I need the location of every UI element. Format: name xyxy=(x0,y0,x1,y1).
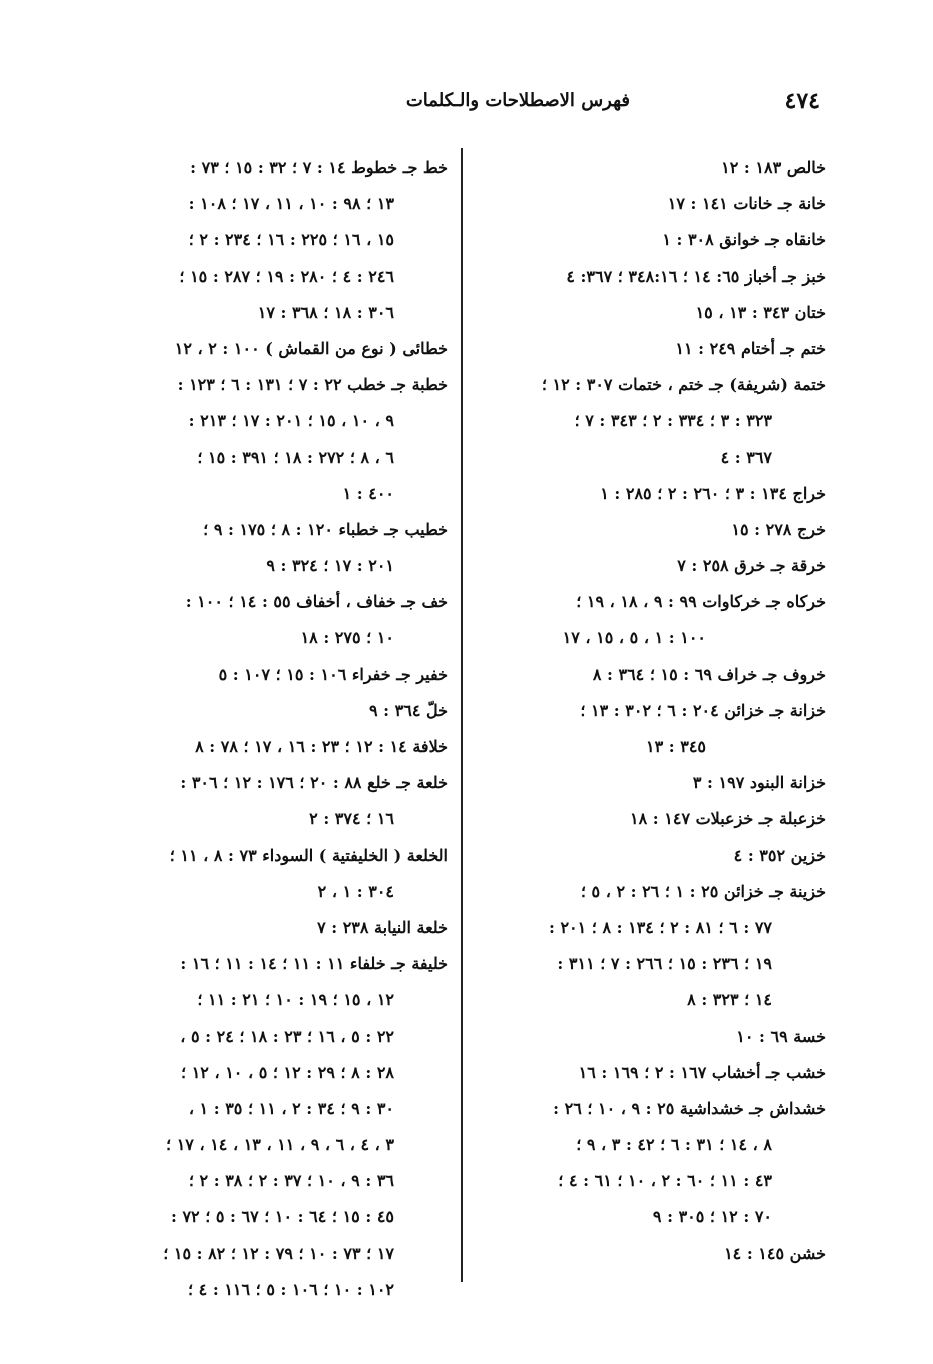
running-title: فهرس الاصطلاحات والـكلمات xyxy=(405,90,630,111)
index-entry: خانة جـ خانات ١٤١ : ١٧ xyxy=(667,194,826,214)
index-entry: خزعبلة جـ خزعبلات ١٤٧ : ١٨ xyxy=(630,809,826,829)
column-divider xyxy=(461,148,463,1282)
index-entry: خرقة جـ خرق ٢٥٨ : ٧ xyxy=(677,556,826,576)
index-entry: خشداش جـ خشداشية ٢٥ : ٩ ، ١٠ ؛ ٢٦ : xyxy=(553,1098,826,1118)
index-entry: خليفة جـ خلفاء ١١ : ١١ ؛ ١٤ : ١١ ؛ ١٦ : xyxy=(180,954,448,974)
index-entry-continuation: ٣٤٥ : ١٣ xyxy=(645,737,706,756)
index-column-right xyxy=(480,150,826,1272)
index-entry: خف جـ خفاف ، أخفاف ٥٥ : ١٤ ؛ ١٠٠ : xyxy=(185,592,448,612)
index-entry: خفير جـ خفراء ١٠٦ : ١٥ ؛ ١٠٧ : ٥ xyxy=(218,664,448,684)
index-entry-continuation: ٢٤٦ : ٤ ؛ ٢٨٠ : ١٩ ؛ ٢٨٧ : ١٥ ؛ xyxy=(179,266,394,286)
index-entry-continuation: ٤٥ : ١٥ ؛ ٦٤ : ١٠ ؛ ٦٧ : ٥ ؛ ٧٢ : xyxy=(170,1207,394,1227)
index-entry: خطائى ( نوع من القماش ) ١٠٠ : ٢ ، ١٢ xyxy=(174,338,448,358)
index-entry-continuation: ٢٢ : ٥ ، ١٦ ؛ ٢٣ : ١٨ ؛ ٢٤ : ٥ ، xyxy=(180,1026,394,1046)
index-entry: خزين ٣٥٢ : ٤ xyxy=(733,845,826,865)
index-entry-continuation: ١٢ ، ١٥ ؛ ١٩ : ١٠ ؛ ٢١ : ١١ ؛ xyxy=(197,990,394,1010)
index-entry-continuation: ٣٠٤ : ١ ، ٢ xyxy=(317,881,394,901)
index-entry: خشن ١٤٥ : ١٤ xyxy=(724,1243,826,1263)
index-entry-continuation: ٣٠ : ٩ ؛ ٣٤ : ٢ ، ١١ ؛ ٣٥ : ١ ، xyxy=(188,1098,394,1118)
index-entry: ختان ٣٤٣ : ١٣ ، ١٥ xyxy=(695,302,826,322)
index-entry: خلّ ٣٦٤ : ٩ xyxy=(369,700,448,720)
index-entry-continuation: ١٠٠ : ١ ، ٥ ، ١٥ ، ١٧ xyxy=(562,628,706,648)
index-entry-continuation: ١٥ ، ١٦ ؛ ٢٢٥ : ١٦ ؛ ٢٣٤ : ٢ ؛ xyxy=(188,230,394,250)
index-entry: الخلعة ( الخليفتية ) السوداء ٧٣ : ٨ ، ١١ ؛ xyxy=(169,845,448,865)
index-entry: خلعة النيابة ٢٣٨ : ٧ xyxy=(317,917,448,937)
index-column-left xyxy=(96,150,448,1308)
index-entry: خسة ٦٩ : ١٠ xyxy=(736,1026,826,1046)
index-entry: خزانة جـ خزائن ٢٠٤ : ٦ ؛ ٣٠٢ : ١٣ ؛ xyxy=(580,700,826,720)
index-entry-continuation: ١٧ ؛ ٧٣ : ١٠ ؛ ٧٩ : ١٢ ؛ ٨٢ : ١٥ ؛ xyxy=(163,1243,394,1263)
index-entry-continuation: ٧٠ : ١٢ ؛ ٣٠٥ : ٩ xyxy=(652,1207,772,1227)
index-entry-continuation: ٣٦ : ٩ ، ١٠ ؛ ٣٧ : ٢ ؛ ٣٨ : ٢ ؛ xyxy=(188,1171,394,1191)
index-entry-continuation: ٣٦٧ : ٤ xyxy=(720,447,772,467)
index-entry: خراج ١٣٤ : ٣ ؛ ٢٦٠ : ٢ ؛ ٢٨٥ : ١ xyxy=(600,483,826,503)
index-entry: خانقاه جـ خوانق ٣٠٨ : ١ xyxy=(662,230,826,250)
index-entry-continuation: ١٦ ؛ ٣٧٤ : ٢ xyxy=(309,809,394,829)
page-header xyxy=(100,88,820,124)
index-entry: خزانة البنود ١٩٧ : ٣ xyxy=(692,773,826,793)
index-entry: خطيب جـ خطباء ١٢٠ : ٨ ؛ ١٧٥ : ٩ ؛ xyxy=(203,519,448,539)
index-entry: خالص ١٨٣ : ١٢ xyxy=(721,158,826,177)
page-number: ٤٧٤ xyxy=(784,88,820,114)
index-entry-continuation: ٣٢٣ : ٣ ؛ ٣٣٤ : ٢ ؛ ٣٤٣ : ٧ ؛ xyxy=(574,411,772,431)
index-entry-continuation: ٦ ، ٨ ؛ ٢٧٢ : ١٨ ؛ ٣٩١ : ١٥ ؛ xyxy=(197,447,394,467)
index-entry: خط جـ خطوط ١٤ : ٧ ؛ ٣٢ : ١٥ ؛ ٧٣ : xyxy=(190,158,448,177)
index-entry-continuation: ١٤ ؛ ٣٢٣ : ٨ xyxy=(687,990,772,1010)
index-entry: خركاه جـ خركاوات ٩٩ : ٩ ، ١٨ ، ١٩ ؛ xyxy=(576,592,826,612)
index-entry-continuation: ٤٣ : ١١ ؛ ٦٠ : ٢ ، ١٠ ؛ ٦١ : ٤ ؛ xyxy=(558,1171,772,1191)
index-entry: خلافة ١٤ : ١٢ ؛ ٢٣ : ١٦ ، ١٧ ؛ ٧٨ : ٨ xyxy=(195,737,448,756)
index-entry-continuation: ٣٠٦ : ١٨ ؛ ٣٦٨ : ١٧ xyxy=(257,302,394,322)
index-entry: خشب جـ أخشاب ١٦٧ : ٢ ؛ ١٦٩ : ١٦ xyxy=(578,1062,826,1082)
index-entry-continuation: ٢٨ : ٨ ؛ ٢٩ : ١٢ ؛ ٥ ، ١٠ ، ١٢ ؛ xyxy=(181,1062,394,1082)
index-entry: خطبة جـ خطب ٢٢ : ٧ ؛ ١٣١ : ٦ ؛ ١٢٣ : xyxy=(177,375,448,395)
index-entry-continuation: ١٣ ؛ ٩٨ : ١٠ ، ١١ ، ١٧ ؛ ١٠٨ : xyxy=(188,194,394,214)
index-entry: خبز جـ أخباز ٦٥: ١٤ ؛ ٣٤٨:١٦ ؛ ٣٦٧: ٤ xyxy=(566,266,826,286)
index-entry: خرج ٢٧٨ : ١٥ xyxy=(731,519,826,539)
index-entry: ختمة (شريفة) جـ ختم ، ختمات ٣٠٧ : ١٢ ؛ xyxy=(541,375,826,395)
index-entry-continuation: ٨ ، ١٤ ؛ ٣١ : ٦ ؛ ٤٢ : ٣ ، ٩ ؛ xyxy=(576,1135,772,1155)
index-entry-continuation: ١٠ ؛ ٢٧٥ : ١٨ xyxy=(300,628,394,648)
index-entry-continuation: ١٩ ؛ ٢٣٦ : ١٥ ؛ ٢٦٦ : ٧ ؛ ٣١١ : xyxy=(557,954,772,974)
index-entry-continuation: ٩ ، ١٠ ، ١٥ ؛ ٢٠١ : ١٧ ؛ ٢١٣ : xyxy=(188,411,394,431)
index-entry-continuation: ٧٧ : ٦ ؛ ٨١ : ٢ ؛ ١٣٤ : ٨ ؛ ٢٠١ : xyxy=(548,917,772,937)
index-entry: خلعة جـ خلع ٨٨ : ٢٠ ؛ ١٧٦ : ١٢ ؛ ٣٠٦ : xyxy=(180,773,448,793)
index-entry: خزينة جـ خزائن ٢٥ : ١ ؛ ٢٦ : ٢ ، ٥ ؛ xyxy=(580,881,826,901)
index-entry-continuation: ٤٠٠ : ١ xyxy=(342,483,394,503)
index-entry-continuation: ٢٠١ : ١٧ ؛ ٣٢٤ : ٩ xyxy=(266,556,394,576)
index-entry-continuation: ٣ ، ٤ ، ٦ ، ٩ ، ١١ ، ١٣ ، ١٤ ، ١٧ ؛ xyxy=(166,1135,394,1155)
index-entry: ختم جـ أختام ٢٤٩ : ١١ xyxy=(675,338,826,358)
index-entry: خروف جـ خراف ٦٩ : ١٥ ؛ ٣٦٤ : ٨ xyxy=(592,664,826,684)
index-entry-continuation: ١٠٢ : ١٠ ؛ ١٠٦ : ٥ ؛ ١١٦ : ٤ ؛ xyxy=(188,1279,394,1299)
